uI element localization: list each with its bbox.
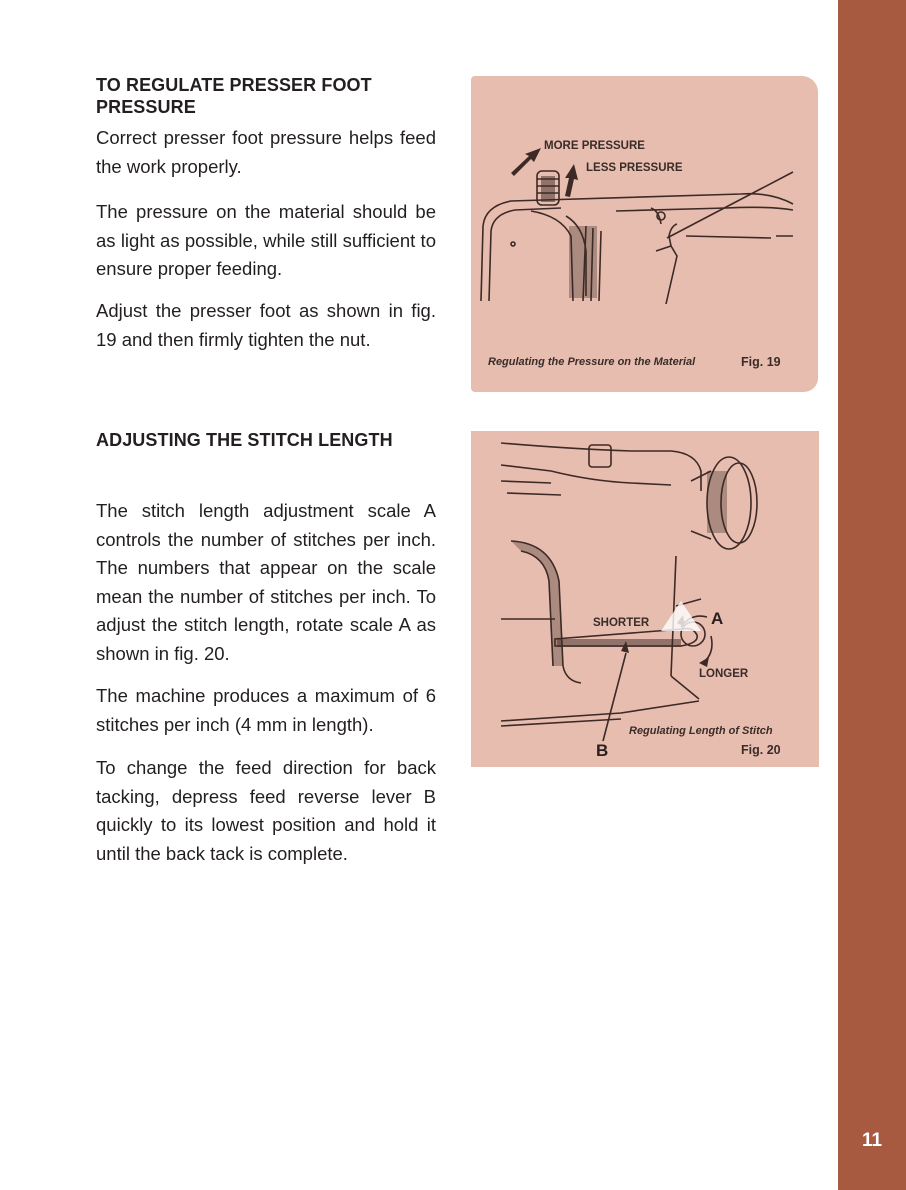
figure-20-stitch-length	[471, 431, 819, 767]
paragraph: The machine produces a maximum of 6 stitches per inch (4 mm in length).	[96, 685, 436, 735]
figure-number: Fig. 20	[741, 743, 781, 757]
presser-foot-illustration	[471, 76, 818, 392]
figure-caption: Regulating the Pressure on the Material	[488, 356, 696, 368]
scale-a-label: A	[711, 609, 724, 628]
figure-19-presser-foot-pressure	[471, 76, 818, 392]
stitch-length-illustration	[471, 431, 819, 767]
figure-caption: Regulating Length of Stitch	[629, 725, 773, 737]
less-pressure-label: LESS PRESSURE	[586, 162, 683, 174]
shorter-label: SHORTER	[593, 617, 650, 629]
paragraph: Correct presser foot pressure helps feed the work properly.	[96, 127, 436, 177]
section-heading-presser-foot: TO REGULATE PRESSER FOOT PRESSURE	[96, 75, 372, 117]
page-number: 11	[861, 1130, 883, 1151]
section-heading-stitch-length: ADJUSTING THE STITCH LENGTH	[96, 430, 393, 450]
lever-b-label: B	[596, 741, 609, 760]
paragraph: Adjust the presser foot as shown in fig. 19 and then firmly tighten the nut.	[96, 300, 436, 350]
paragraph: The stitch length adjustment scale A controls the number of stitches per inch. The numbers that appear on the scale mean the number of stitches per inch. To adjust the stitch length, rotate scale A as shown in fig. 20.	[96, 500, 436, 664]
more-pressure-label: MORE PRESSURE	[544, 140, 645, 152]
page-sidebar	[838, 0, 906, 1190]
longer-label: LONGER	[699, 668, 749, 680]
paragraph: To change the feed direction for back tacking, depress feed reverse lever B quickly to its lowest position and hold it until the back tack is complete.	[96, 757, 436, 864]
paragraph: The pressure on the material should be as light as possible, while still sufficient to ensure proper feeding.	[96, 201, 436, 279]
figure-number: Fig. 19	[741, 355, 781, 369]
